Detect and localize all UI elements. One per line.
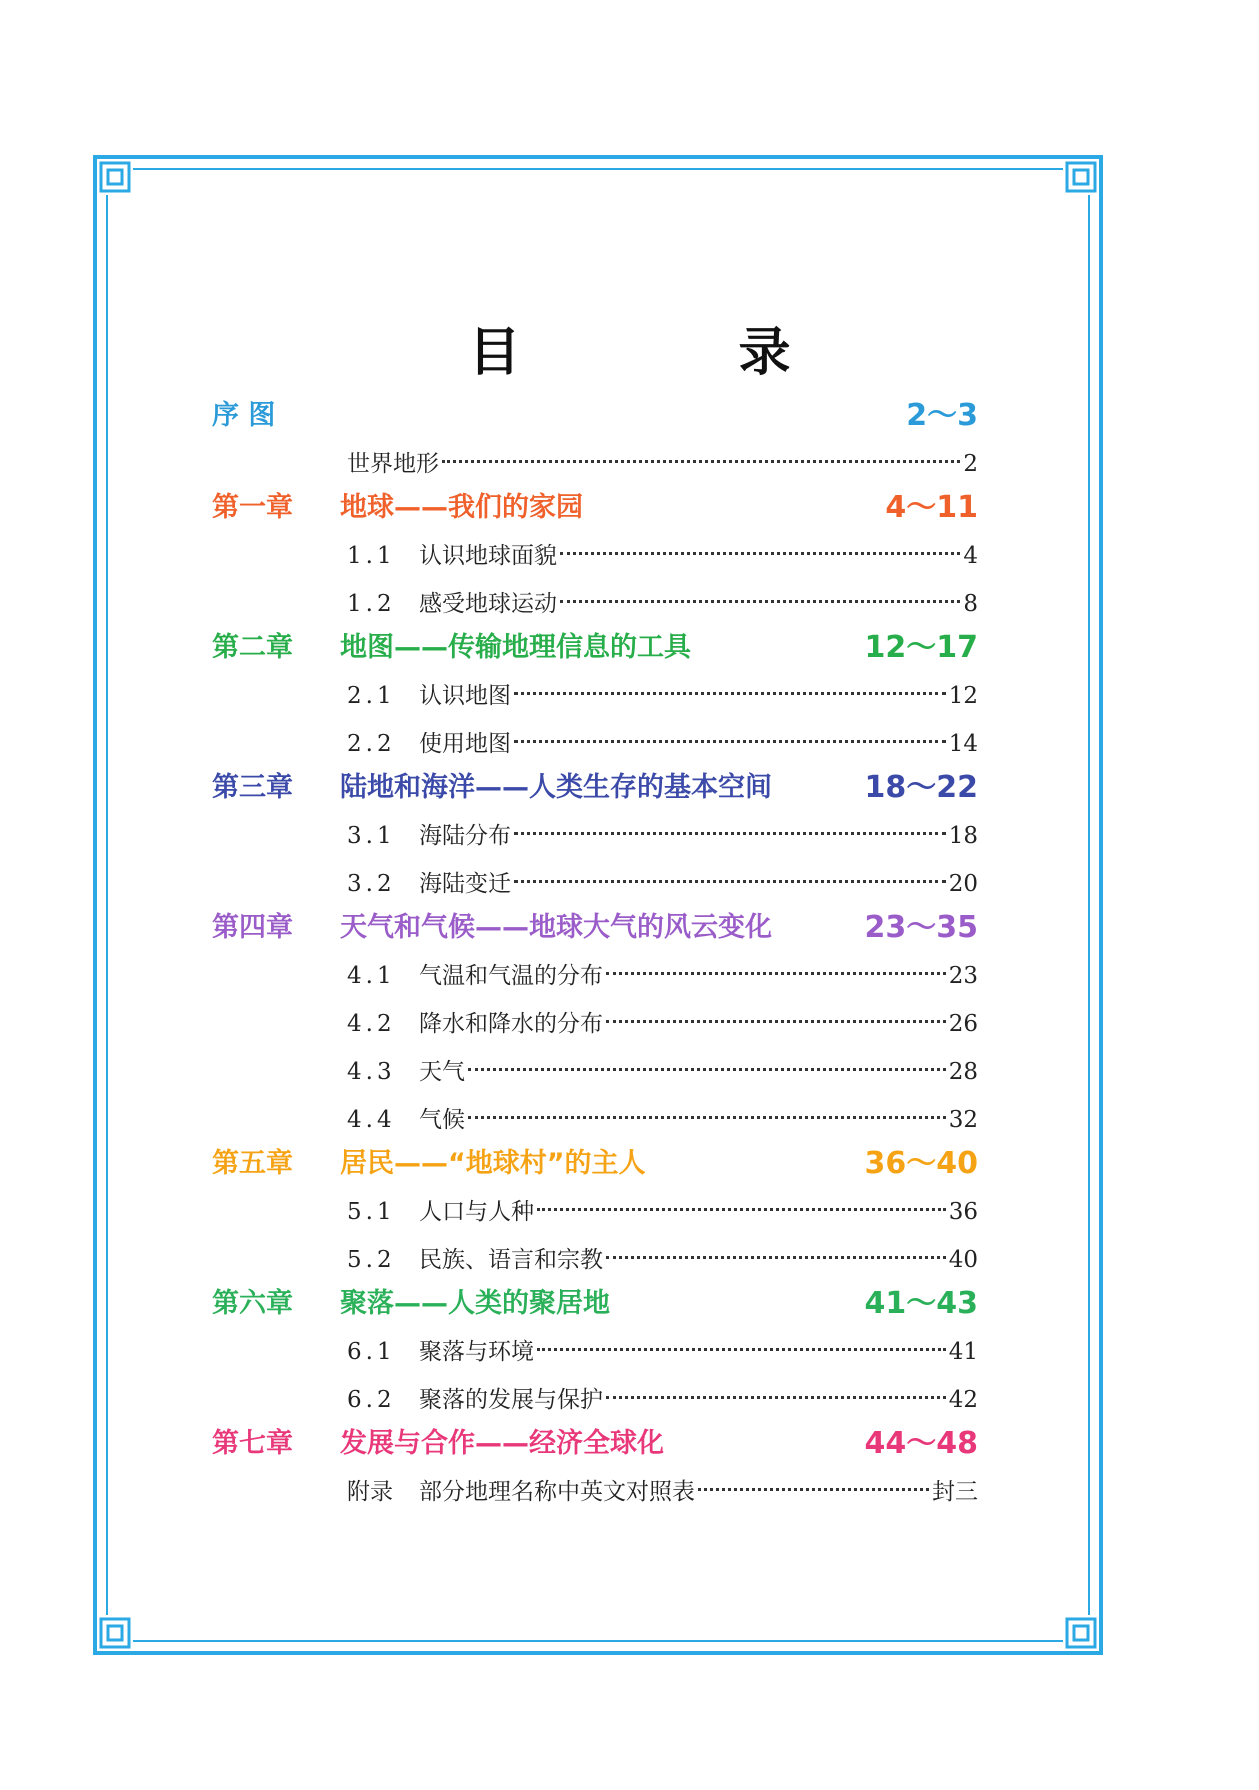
section-number: 5.1: [347, 1199, 396, 1225]
section-number: 4.3: [347, 1059, 396, 1085]
toc-entry[interactable]: [347, 1096, 978, 1144]
section-page: 14: [948, 731, 978, 757]
chapter-number: 序 图: [212, 400, 276, 431]
dot-leader: [514, 692, 946, 695]
chapter-title: 发展与合作——经济全球化: [340, 1428, 664, 1459]
chapter-title: 聚落——人类的聚居地: [340, 1288, 610, 1319]
dot-leader: [698, 1488, 929, 1491]
toc-entry[interactable]: [347, 1468, 978, 1516]
chapter-title: 地球——我们的家园: [340, 492, 583, 523]
section-title: 民族、语言和宗教: [419, 1247, 603, 1273]
corner-ornament-top-right: [1063, 159, 1099, 195]
section-number: 3.2: [347, 871, 396, 897]
toc-entry[interactable]: [347, 952, 978, 1000]
chapter-3-heading[interactable]: [212, 764, 978, 812]
section-page: 20: [948, 871, 978, 897]
section-title: 海陆变迁: [419, 871, 511, 897]
chapter-page-range: 12～17: [864, 630, 978, 665]
section-page: 封三: [932, 1479, 978, 1505]
corner-ornament-bottom-left: [97, 1615, 133, 1651]
toc-entry[interactable]: [347, 860, 978, 908]
chapter-4-heading[interactable]: [212, 904, 978, 952]
chapter-number: 第四章: [212, 912, 293, 943]
section-number: 2.2: [347, 731, 396, 757]
chapter-5-heading[interactable]: [212, 1140, 978, 1188]
chapter-title: 居民——“地球村”的主人: [340, 1148, 646, 1179]
section-title: 认识地图: [419, 683, 511, 709]
section-title: 天气: [419, 1059, 465, 1085]
toc-entry[interactable]: [347, 720, 978, 768]
section-number: 附录: [347, 1479, 393, 1505]
chapter-title: 天气和气候——地球大气的风云变化: [340, 912, 772, 943]
section-number: 6.1: [347, 1339, 396, 1365]
section-page: 23: [948, 963, 978, 989]
section-number: 6.2: [347, 1387, 396, 1413]
toc-entry[interactable]: [347, 812, 978, 860]
section-number: 5.2: [347, 1247, 396, 1273]
page-title: 目 录: [468, 323, 891, 383]
section-page: 36: [948, 1199, 978, 1225]
dot-leader: [606, 1020, 946, 1023]
section-title: 认识地球面貌: [419, 543, 557, 569]
chapter-number: 第六章: [212, 1288, 293, 1319]
toc-entry[interactable]: [347, 1188, 978, 1236]
toc-entry[interactable]: [347, 440, 978, 488]
toc-entry[interactable]: [347, 532, 978, 580]
dot-leader: [537, 1208, 946, 1211]
chapter-2-heading[interactable]: [212, 624, 978, 672]
section-number: 1.1: [347, 543, 396, 569]
section-number: 3.1: [347, 823, 396, 849]
section-title: 聚落与环境: [419, 1339, 534, 1365]
corner-ornament-top-left: [97, 159, 133, 195]
section-title: 气候: [419, 1107, 465, 1133]
toc-entry[interactable]: [347, 672, 978, 720]
section-title: 世界地形: [347, 451, 439, 477]
chapter-page-range: 23～35: [864, 910, 978, 945]
chapter-page-range: 2～3: [906, 398, 978, 433]
toc-entry[interactable]: [347, 1376, 978, 1424]
section-number: 4.2: [347, 1011, 396, 1037]
section-page: 12: [948, 683, 978, 709]
chapter-number: 第三章: [212, 772, 293, 803]
chapter-page-range: 36～40: [864, 1146, 978, 1181]
dot-leader: [560, 600, 960, 603]
section-page: 28: [948, 1059, 978, 1085]
dot-leader: [606, 1256, 946, 1259]
section-title: 感受地球运动: [419, 591, 557, 617]
section-title: 部分地理名称中英文对照表: [419, 1479, 695, 1505]
section-page: 2: [963, 451, 978, 477]
section-page: 32: [948, 1107, 978, 1133]
section-number: 1.2: [347, 591, 396, 617]
dot-leader: [606, 972, 946, 975]
prologue-heading[interactable]: [212, 392, 978, 440]
section-page: 26: [948, 1011, 978, 1037]
toc-entry[interactable]: [347, 1048, 978, 1096]
section-page: 18: [948, 823, 978, 849]
section-title: 降水和降水的分布: [419, 1011, 603, 1037]
chapter-1-heading[interactable]: [212, 484, 978, 532]
chapter-page-range: 18～22: [864, 770, 978, 805]
table-of-contents: [212, 392, 978, 1516]
section-page: 40: [948, 1247, 978, 1273]
corner-ornament-bottom-right: [1063, 1615, 1099, 1651]
dot-leader: [468, 1116, 946, 1119]
section-title: 使用地图: [419, 731, 511, 757]
toc-entry[interactable]: [347, 1000, 978, 1048]
chapter-number: 第五章: [212, 1148, 293, 1179]
section-title: 气温和气温的分布: [419, 963, 603, 989]
section-title: 海陆分布: [419, 823, 511, 849]
dot-leader: [537, 1348, 946, 1351]
dot-leader: [560, 552, 960, 555]
section-page: 8: [963, 591, 978, 617]
section-page: 42: [948, 1387, 978, 1413]
toc-entry[interactable]: [347, 580, 978, 628]
chapter-6-heading[interactable]: [212, 1280, 978, 1328]
section-number: 4.1: [347, 963, 396, 989]
chapter-title: 陆地和海洋——人类生存的基本空间: [340, 772, 772, 803]
toc-entry[interactable]: [347, 1328, 978, 1376]
chapter-7-heading[interactable]: [212, 1420, 978, 1468]
chapter-page-range: 41～43: [864, 1286, 978, 1321]
section-title: 人口与人种: [419, 1199, 534, 1225]
chapter-page-range: 4～11: [885, 490, 978, 525]
dot-leader: [514, 832, 946, 835]
dot-leader: [606, 1396, 946, 1399]
section-number: 4.4: [347, 1107, 396, 1133]
dot-leader: [468, 1068, 946, 1071]
chapter-number: 第一章: [212, 492, 293, 523]
dot-leader: [514, 880, 946, 883]
dot-leader: [514, 740, 946, 743]
toc-entry[interactable]: [347, 1236, 978, 1284]
section-page: 4: [963, 543, 978, 569]
chapter-page-range: 44～48: [864, 1426, 978, 1461]
chapter-number: 第二章: [212, 632, 293, 663]
chapter-number: 第七章: [212, 1428, 293, 1459]
section-page: 41: [948, 1339, 978, 1365]
section-title: 聚落的发展与保护: [419, 1387, 603, 1413]
chapter-title: 地图——传输地理信息的工具: [340, 632, 691, 663]
section-number: 2.1: [347, 683, 396, 709]
dot-leader: [442, 460, 960, 463]
